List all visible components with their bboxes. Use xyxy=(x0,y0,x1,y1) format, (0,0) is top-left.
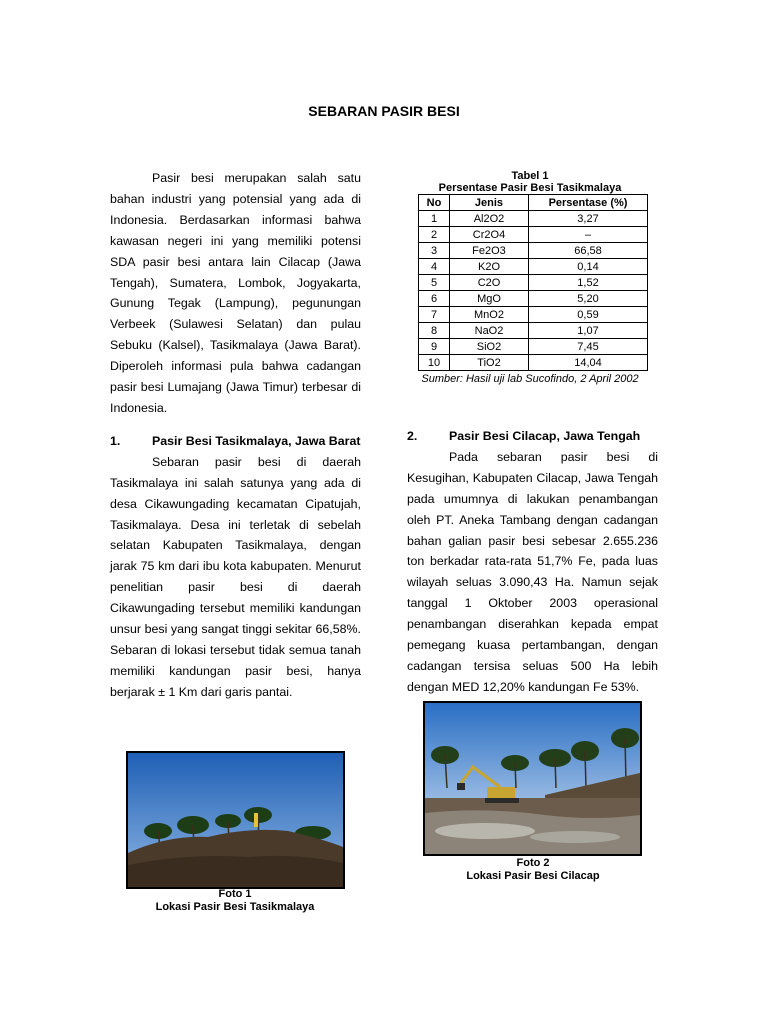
cell-no: 9 xyxy=(419,339,450,355)
photo-cilacap-image xyxy=(425,703,640,854)
table-row xyxy=(419,243,648,259)
section-2-heading xyxy=(407,426,658,447)
photo-tasikmalaya-image xyxy=(128,753,343,887)
photo-2-caption xyxy=(398,857,668,883)
cell-no: 5 xyxy=(419,275,450,291)
cell-no: 1 xyxy=(419,211,450,227)
cell-no: 3 xyxy=(419,243,450,259)
cell-jenis: MgO xyxy=(450,291,529,307)
photo-tasikmalaya xyxy=(126,751,345,889)
cell-persentase: 1,07 xyxy=(529,323,648,339)
section-2-number: 2. xyxy=(407,429,418,443)
table-row xyxy=(419,291,648,307)
table-row xyxy=(419,355,648,371)
cell-persentase: 1,52 xyxy=(529,275,648,291)
right-column xyxy=(407,426,658,698)
cell-jenis: C2O xyxy=(450,275,529,291)
left-column xyxy=(110,168,361,703)
table-row xyxy=(419,323,648,339)
table-row xyxy=(419,307,648,323)
cell-jenis: Fe2O3 xyxy=(450,243,529,259)
table-title-block xyxy=(412,170,648,194)
table-row xyxy=(419,339,648,355)
header-no: No xyxy=(419,195,450,211)
cell-jenis: TiO2 xyxy=(450,355,529,371)
cell-no: 6 xyxy=(419,291,450,307)
photo-1-label: Foto 1 xyxy=(218,888,252,900)
cell-no: 10 xyxy=(419,355,450,371)
table-row xyxy=(419,227,648,243)
cell-jenis: Cr2O4 xyxy=(450,227,529,243)
header-persentase: Persentase (%) xyxy=(529,195,648,211)
section-1-title: Pasir Besi Tasikmalaya, Jawa Barat xyxy=(152,433,361,448)
cell-persentase: 0,59 xyxy=(529,307,648,323)
photo-cilacap xyxy=(423,701,642,856)
intro-paragraph: Pasir besi merupakan salah satu bahan industri yang potensial yang ada di Indonesia. Berdasarkan informasi bahwa kawasan negeri ini yang memiliki potensi SDA pasir besi antara lain Cilacap (Jawa Tengah), Sumatera, Lombok, Jogyakarta, Gunung Tegak (Lampung), pegunungan Verbeek (Sulawesi Selatan) dan pulau Sebuku (Kalsel), Tasikmalaya (Jawa Barat). Diperoleh informasi pula bahwa cadangan pasir besi Lumajang (Jawa Timur) terbesar di Indonesia. xyxy=(110,171,361,415)
photo-1-caption xyxy=(100,888,370,914)
table-title: Persentase Pasir Besi Tasikmalaya xyxy=(438,182,622,194)
cell-no: 4 xyxy=(419,259,450,275)
section-1-paragraph: Sebaran pasir besi di daerah Tasikmalaya ini salah satunya yang ada di desa Cikawungading kecamatan Cipatujah, Tasikmalaya. Desa ini terletak di sebelah selatan Kabupaten Tasikmalaya, dengan jarak 75 km dari ibu kota kabupaten. Menurut penelitian pasir besi di daerah Cikawungading tersebut memiliki kandungan unsur besi yang sangat tinggi sekitar 66,58%. Sebaran di lokasi tersebut tidak semua tanah memiliki kandungan pasir besi, hanya berjarak ± 1 Km dari garis pantai. xyxy=(110,454,361,699)
cell-persentase: 66,58 xyxy=(529,243,648,259)
table-row xyxy=(419,275,648,291)
cell-jenis: MnO2 xyxy=(450,307,529,323)
photo-1-title: Lokasi Pasir Besi Tasikmalaya xyxy=(155,901,315,913)
cell-jenis: NaO2 xyxy=(450,323,529,339)
table-row xyxy=(419,259,648,275)
header-jenis: Jenis xyxy=(450,195,529,211)
section-1-number: 1. xyxy=(110,433,121,448)
photo-2-label: Foto 2 xyxy=(516,857,550,869)
table-1 xyxy=(412,170,648,385)
cell-jenis: SiO2 xyxy=(450,339,529,355)
cell-no: 8 xyxy=(419,323,450,339)
cell-persentase: 5,20 xyxy=(529,291,648,307)
cell-jenis: Al2O2 xyxy=(450,211,529,227)
cell-persentase: – xyxy=(529,227,648,243)
section-2-paragraph: Pada sebaran pasir besi di Kesugihan, Kabupaten Cilacap, Jawa Tengah pada umumnya di lakukan penambangan oleh PT. Aneka Tambang dengan cadangan bahan galian pasir besi sebesar 2.655.236 ton berkadar rata-rata 51,7% Fe, pada luas wilayah seluas 3.090,43 Ha. Namun sejak tanggal 1 Oktober 2003 operasional penambangan diserahkan kepada empat pemegang kuasa pertambangan, dengan cadangan tersisa seluas 500 Ha lebih dengan MED 12,20% kandungan Fe 53%. xyxy=(407,449,658,694)
table-label: Tabel 1 xyxy=(511,170,549,182)
table-row xyxy=(419,211,648,227)
table-source: Sumber: Hasil uji lab Sucofindo, 2 April 2002 xyxy=(421,373,639,385)
cell-no: 2 xyxy=(419,227,450,243)
section-1-heading xyxy=(110,431,361,452)
cell-persentase: 0,14 xyxy=(529,259,648,275)
page-title: SEBARAN PASIR BESI xyxy=(308,103,460,119)
cell-persentase: 3,27 xyxy=(529,211,648,227)
cell-jenis: K2O xyxy=(450,259,529,275)
section-2-title: Pasir Besi Cilacap, Jawa Tengah xyxy=(449,429,641,443)
cell-no: 7 xyxy=(419,307,450,323)
data-table xyxy=(418,194,648,371)
photo-2-title: Lokasi Pasir Besi Cilacap xyxy=(466,870,600,882)
cell-persentase: 14,04 xyxy=(529,355,648,371)
cell-persentase: 7,45 xyxy=(529,339,648,355)
table-header-row xyxy=(419,195,648,211)
